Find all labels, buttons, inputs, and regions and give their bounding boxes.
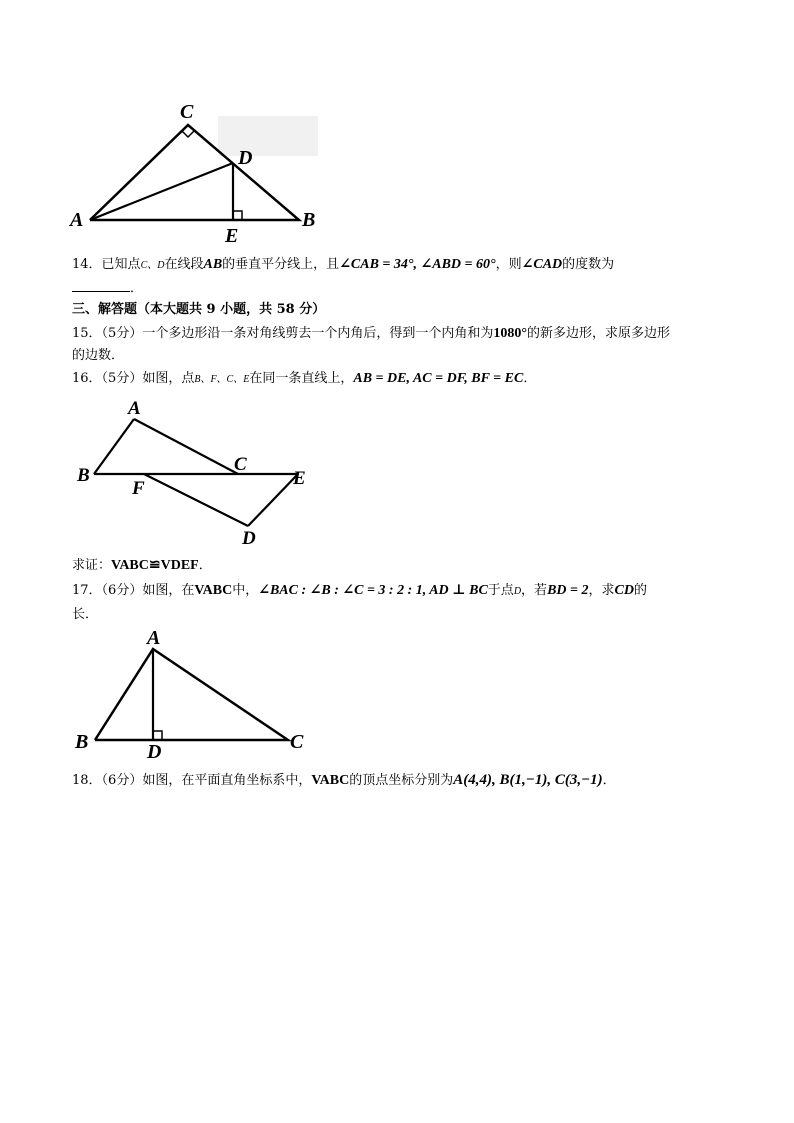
- question-14: 14．已知点C、D在线段AB的垂直平分线上，且∠CAB = 34°, ∠ABD = 60°，则∠CAD的度数为: [72, 257, 615, 272]
- label-b: B: [75, 731, 89, 753]
- segment-fd: [144, 474, 248, 526]
- segment-de: [248, 474, 298, 526]
- question-16: 16．（5分）如图，点B、F、C、E在同一条直线上，AB = DE, AC = DF, BF = EC．: [72, 371, 537, 386]
- segment-ab: [94, 419, 134, 474]
- q14-number: 14．: [72, 257, 102, 272]
- figure-triangle-altitude-q17: [72, 624, 322, 762]
- label-f: F: [132, 478, 145, 499]
- label-a: A: [128, 398, 141, 419]
- label-c: C: [290, 731, 304, 753]
- label-b: B: [77, 465, 90, 486]
- scan-smudge: [218, 116, 318, 156]
- label-b: B: [302, 209, 316, 231]
- answer-blank[interactable]: [72, 279, 130, 292]
- label-c: C: [180, 101, 194, 123]
- segment-ac: [134, 419, 238, 474]
- label-d: D: [147, 741, 162, 762]
- figure-congruent-triangles-q16: [72, 394, 322, 550]
- right-angle-mark-c: [182, 131, 194, 137]
- section-3-heading: 三、解答题（本大题共 9 小题，共 58 分）: [72, 302, 326, 317]
- label-e: E: [293, 468, 306, 489]
- label-e: E: [225, 225, 239, 246]
- label-a: A: [147, 627, 161, 649]
- figure-right-triangle-q13: [68, 96, 330, 246]
- question-15: 15．（5分）一个多边形沿一条对角线剪去一个内角后，得到一个内角和为1080°的新多边形，求原多边形: [72, 326, 670, 341]
- question-17: 17．（6分）如图，在VABC中，∠BAC : ∠B : ∠C = 3 : 2 : 1, AD ⊥ BC于点D，若BD = 2，求CD的: [72, 583, 647, 598]
- q16-prove: 求证：VABC≌VDEF．: [72, 558, 212, 573]
- question-17-cont: 长．: [72, 607, 99, 622]
- question-18: 18．（6分）如图，在平面直角坐标系中，VABC的顶点坐标分别为A(4,4), B(1,−1), C(3,−1)．: [72, 772, 616, 788]
- label-c: C: [234, 454, 247, 475]
- segment-ad: [90, 163, 233, 220]
- right-angle-mark-d: [153, 731, 162, 740]
- question-15-cont: 的边数．: [72, 348, 125, 363]
- label-d: D: [238, 147, 253, 169]
- triangle-abc: [95, 649, 288, 740]
- label-a: A: [70, 209, 84, 231]
- q14-answer-line: ．: [72, 279, 143, 298]
- label-d: D: [242, 528, 256, 549]
- right-angle-mark-e: [233, 211, 242, 220]
